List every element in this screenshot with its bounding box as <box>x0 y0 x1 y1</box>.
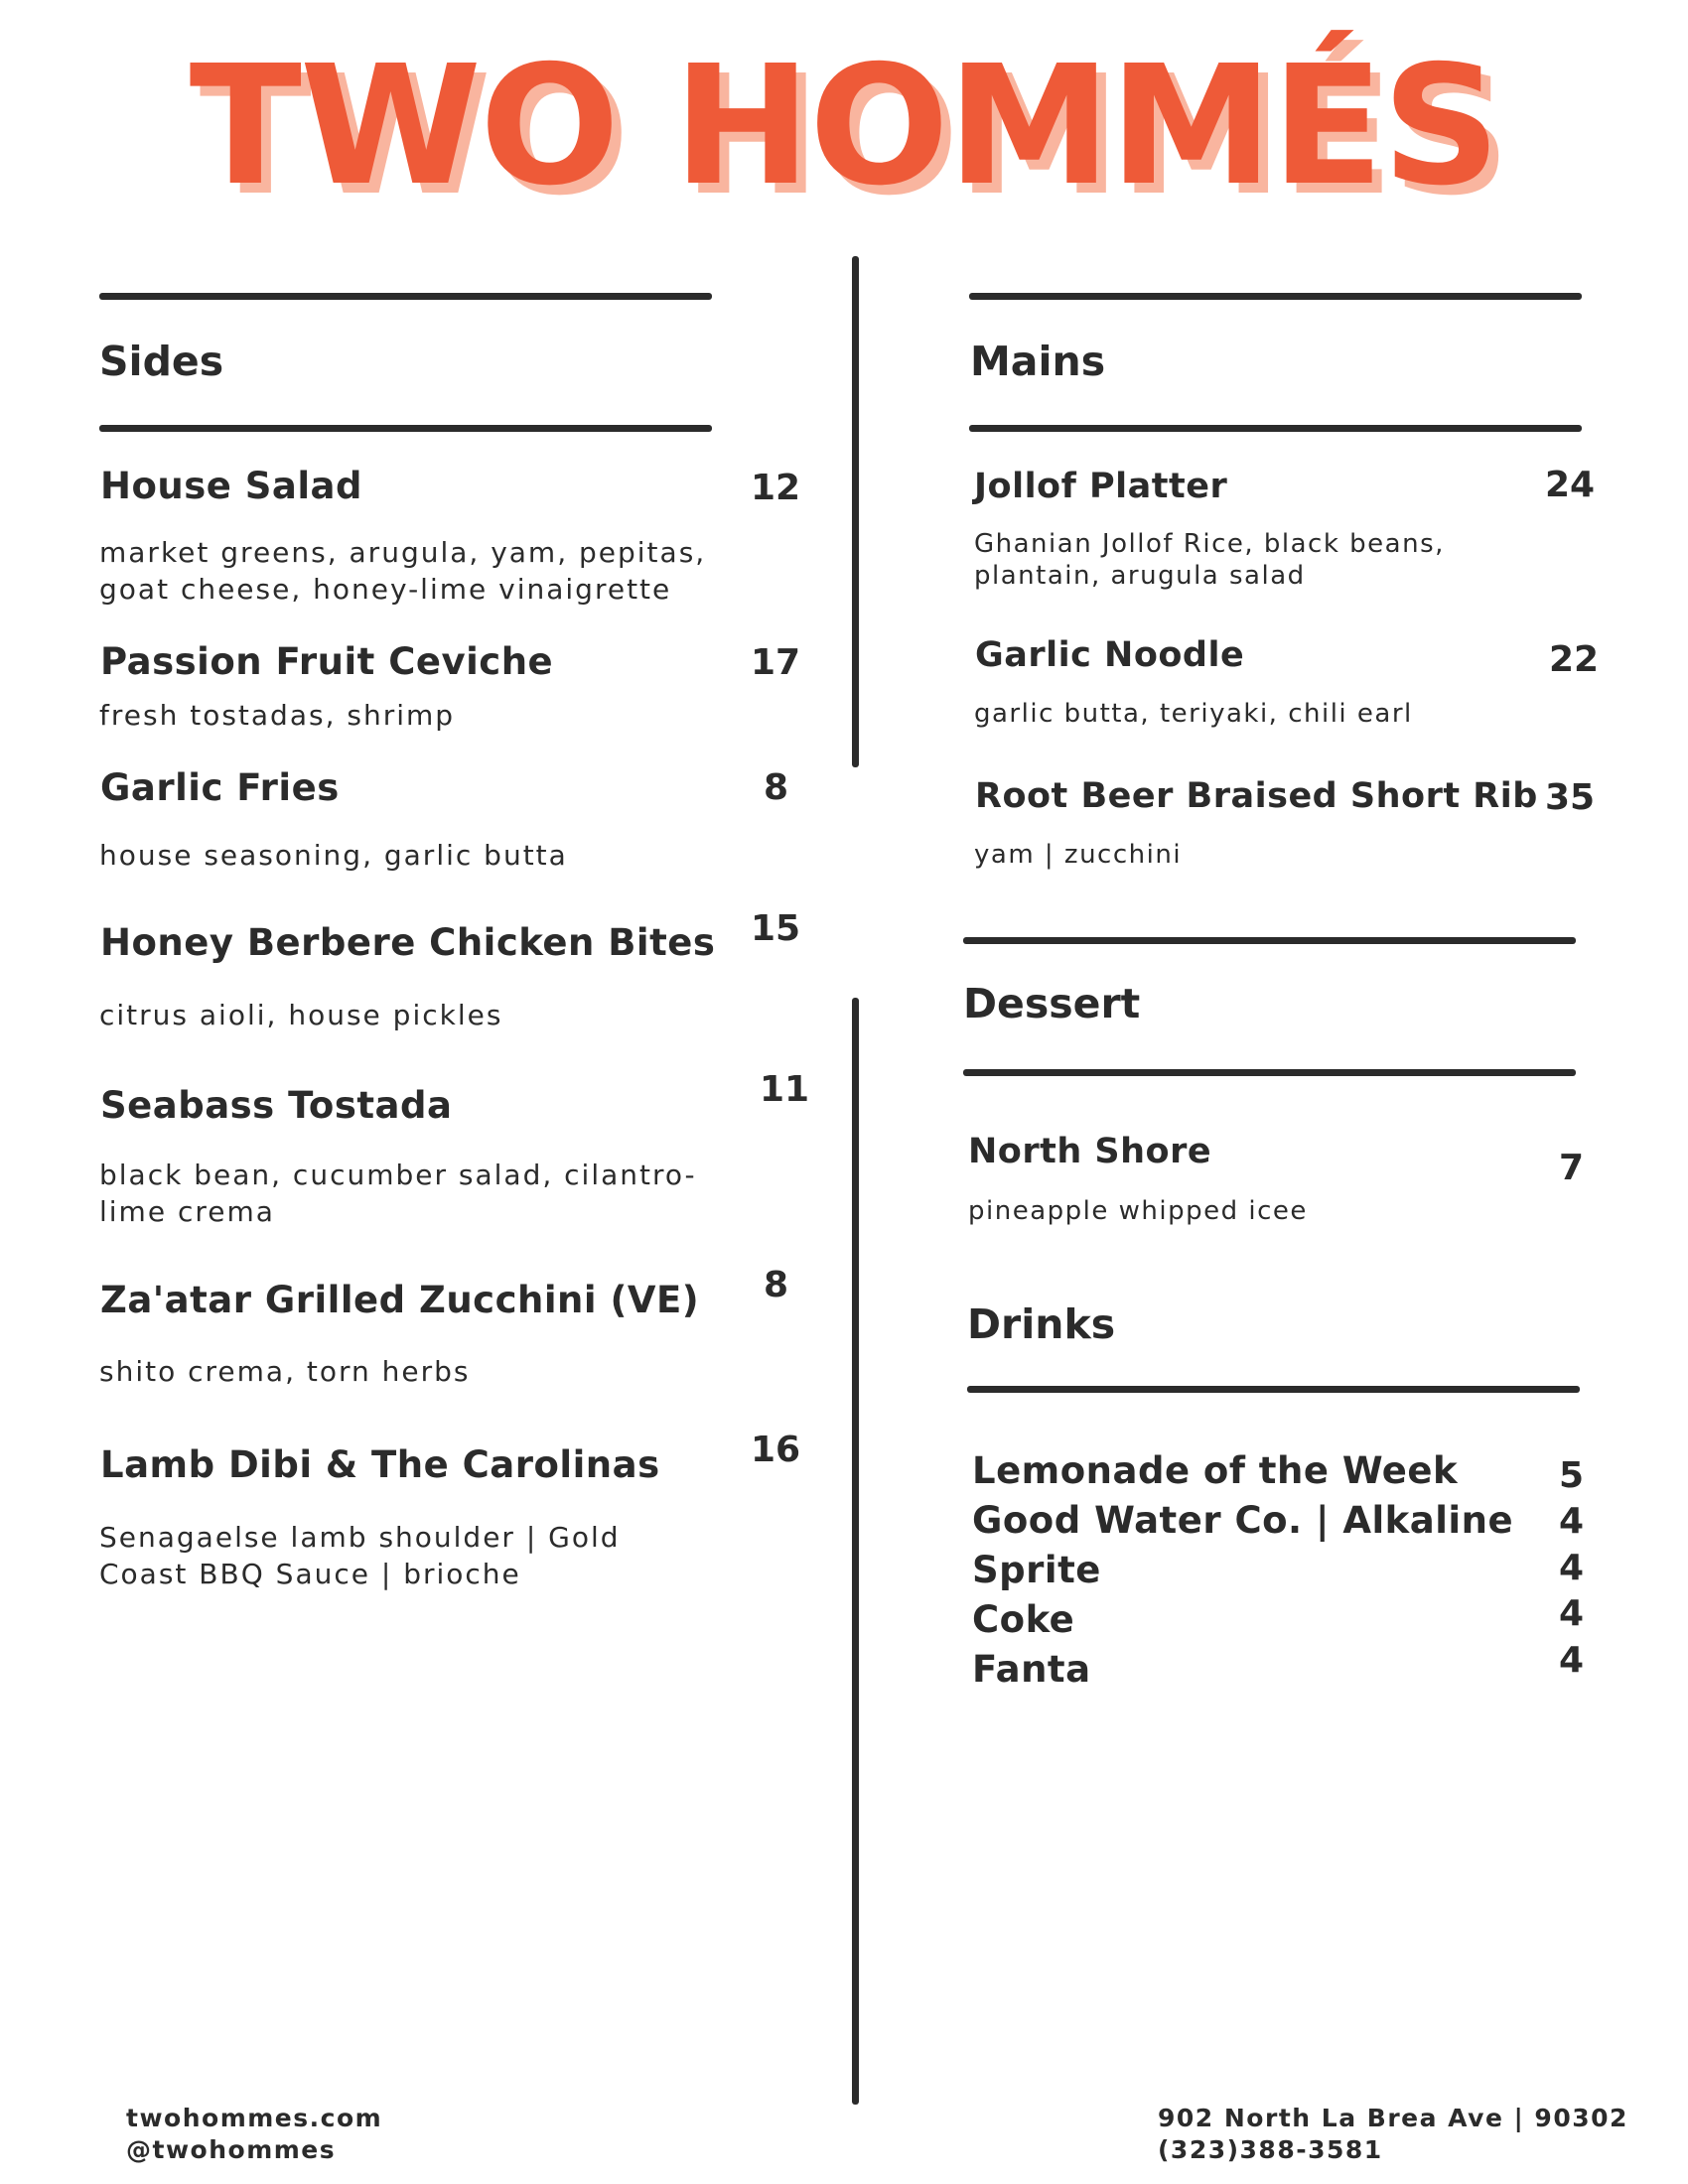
drink-item-name: Good Water Co. | Alkaline <box>972 1499 1514 1542</box>
footer-address: 902 North La Brea Ave | 90302 <box>1158 2104 1628 2132</box>
dessert-heading: Dessert <box>963 980 1141 1027</box>
menu-item-desc: Senagaelse lamb shoulder | Gold Coast BBQ Sauce | brioche <box>99 1521 621 1590</box>
column-divider-top <box>852 256 859 767</box>
menu-item-name: Seabass Tostada <box>100 1084 453 1127</box>
menu-item-price: 16 <box>751 1430 801 1470</box>
footer-website: twohommes.com <box>126 2104 383 2132</box>
sides-rule-top <box>99 293 712 300</box>
menu-item-name: Honey Berbere Chicken Bites <box>100 921 716 964</box>
dessert-rule-top <box>963 937 1576 944</box>
drink-item-price: 4 <box>1559 1548 1585 1588</box>
menu-item-name: Passion Fruit Ceviche <box>100 640 554 683</box>
menu-item-desc: market greens, arugula, yam, pepitas, goat cheese, honey-lime vinaigrette <box>99 536 707 606</box>
menu-item-price: 8 <box>764 767 789 808</box>
menu-item-desc: garlic butta, teriyaki, chili earl <box>974 699 1413 729</box>
menu-item-desc: black bean, cucumber salad, cilantro-lime crema <box>99 1159 697 1228</box>
footer-phone: (323)388-3581 <box>1158 2135 1383 2164</box>
menu-item-name: Garlic Noodle <box>975 635 1245 675</box>
drinks-heading: Drinks <box>967 1300 1116 1348</box>
drink-item-price: 4 <box>1559 1640 1585 1681</box>
menu-item-price: 12 <box>751 468 801 508</box>
menu-item-price: 24 <box>1545 465 1596 505</box>
drinks-rule-bottom <box>967 1386 1580 1393</box>
menu-item-desc: citrus aioli, house pickles <box>99 999 503 1031</box>
sides-heading: Sides <box>99 338 224 385</box>
drink-item-name: Coke <box>972 1598 1075 1641</box>
drink-item-name: Lemonade of the Week <box>972 1449 1459 1492</box>
menu-item-price: 22 <box>1549 639 1600 680</box>
menu-item-price: 8 <box>764 1265 789 1305</box>
drink-item-name: Fanta <box>972 1648 1091 1691</box>
menu-item-name: Za'atar Grilled Zucchini (VE) <box>100 1279 700 1321</box>
menu-item-desc: pineapple whipped icee <box>968 1196 1308 1226</box>
drink-item-price: 5 <box>1559 1455 1585 1496</box>
restaurant-title: TWO HOMMÉS <box>189 31 1499 222</box>
menu-item-name: Lamb Dibi & The Carolinas <box>100 1443 660 1486</box>
menu-item-desc: Ghanian Jollof Rice, black beans, plantain, arugula salad <box>974 529 1445 591</box>
mains-rule-top <box>969 293 1582 300</box>
drink-item-price: 4 <box>1559 1593 1585 1634</box>
menu-item-price: 11 <box>760 1069 810 1110</box>
footer-handle: @twohommes <box>126 2135 337 2164</box>
menu-item-name: Root Beer Braised Short Rib <box>975 776 1538 816</box>
menu-item-name: House Salad <box>100 465 362 507</box>
drink-item-price: 4 <box>1559 1501 1585 1542</box>
drink-item-name: Sprite <box>972 1549 1101 1591</box>
menu-item-name: North Shore <box>968 1132 1212 1171</box>
menu-item-name: Garlic Fries <box>100 766 340 809</box>
menu-item-price: 15 <box>751 908 801 949</box>
menu-item-desc: shito crema, torn herbs <box>99 1355 471 1388</box>
menu-item-price: 7 <box>1559 1148 1585 1188</box>
menu-item-price: 35 <box>1545 777 1596 818</box>
menu-item-desc: house seasoning, garlic butta <box>99 839 568 872</box>
mains-heading: Mains <box>970 338 1106 385</box>
mains-rule-bottom <box>969 425 1582 432</box>
dessert-rule-bottom <box>963 1069 1576 1076</box>
menu-item-desc: fresh tostadas, shrimp <box>99 699 456 732</box>
column-divider-bottom <box>852 998 859 2105</box>
sides-rule-bottom <box>99 425 712 432</box>
menu-item-name: Jollof Platter <box>974 467 1228 506</box>
menu-item-price: 17 <box>751 642 801 683</box>
menu-item-desc: yam | zucchini <box>974 840 1183 870</box>
